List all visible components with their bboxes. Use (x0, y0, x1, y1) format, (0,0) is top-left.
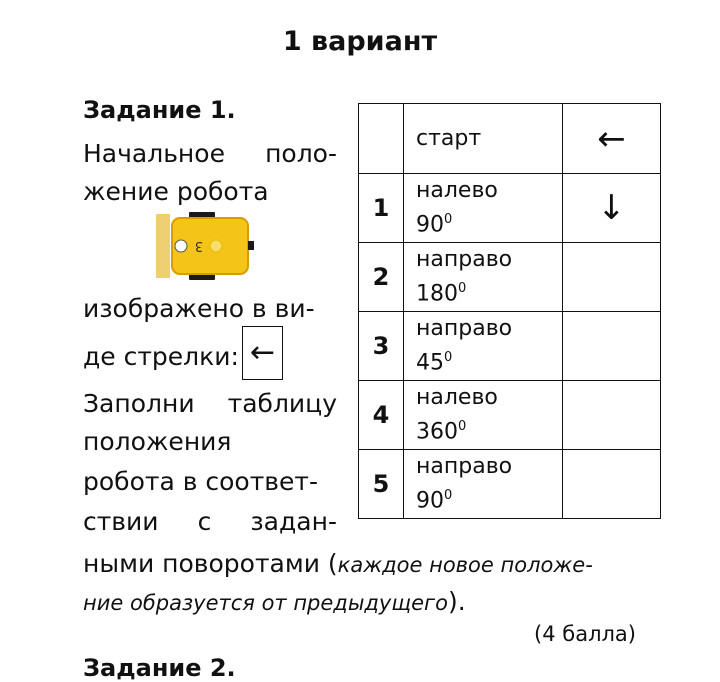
task-line-8 (83, 503, 337, 541)
table-cell-empty (359, 104, 404, 174)
task-text: ). (447, 587, 466, 616)
task-word: поло- (265, 139, 337, 168)
robot-sensor (175, 240, 187, 252)
degree-sup: 0 (458, 281, 467, 297)
task-note: каждое новое положе- (337, 553, 593, 577)
task-word: робота в соответ- (83, 467, 318, 496)
table-cell-answer[interactable] (563, 243, 661, 312)
table-cell-action (404, 450, 563, 519)
table-cell-start: старт (404, 104, 563, 174)
task-word: ствии (83, 507, 159, 536)
action-direction: направо (416, 247, 513, 273)
table-row (359, 243, 661, 312)
table-cell-action (404, 381, 563, 450)
task-word: Заполни (83, 389, 195, 418)
robot-label: 3 (194, 238, 204, 253)
task-line-3 (83, 290, 337, 328)
table-row (359, 312, 661, 381)
task-text: ными поворотами ( (83, 549, 338, 578)
table-cell-answer[interactable] (563, 312, 661, 381)
robot-image (153, 210, 257, 282)
task-line-1 (83, 135, 337, 173)
table-cell-answer[interactable] (563, 381, 661, 450)
task-line-4 (83, 335, 337, 376)
task-word: с (197, 507, 212, 536)
table-cell-num: 2 (359, 243, 404, 312)
task-note: ние образуется от предыдущего (83, 591, 448, 615)
table-cell-action (404, 243, 563, 312)
degree-sup: 0 (444, 350, 453, 366)
action-degrees: 90 (416, 488, 444, 514)
table-row (359, 450, 661, 519)
score-label: (4 балла) (534, 622, 636, 646)
action-degrees: 45 (416, 350, 444, 376)
robot-tail (248, 241, 254, 250)
table-cell-start-arrow (563, 104, 661, 174)
task-line-5 (83, 385, 337, 423)
table-cell-answer[interactable] (563, 450, 661, 519)
degree-sup: 0 (444, 488, 453, 504)
task-word: изображено в ви- (83, 294, 315, 323)
action-direction: направо (416, 316, 513, 342)
action-degrees: 180 (416, 281, 458, 307)
action-degrees: 90 (416, 212, 444, 238)
table-cell-action (404, 174, 563, 243)
left-arrow-icon: ← (597, 118, 626, 159)
degree-sup: 0 (444, 212, 453, 228)
task-word: Начальное (83, 139, 225, 168)
task-line-10 (83, 583, 466, 622)
table-row (359, 174, 661, 243)
page-title: 1 вариант (282, 26, 438, 57)
action-degrees: 360 (416, 419, 458, 445)
table-cell-num: 3 (359, 312, 404, 381)
table-cell-num: 5 (359, 450, 404, 519)
table-cell-num: 4 (359, 381, 404, 450)
task-word: таблицу (227, 389, 337, 418)
action-direction: направо (416, 454, 513, 480)
task-word: положения (83, 427, 232, 456)
degree-sup: 0 (458, 419, 467, 435)
task-line-6 (83, 423, 337, 461)
robot-light (210, 240, 222, 252)
task-line-2 (83, 173, 337, 211)
task-line-7 (83, 463, 337, 501)
table-row (359, 381, 661, 450)
table-cell-action (404, 312, 563, 381)
action-direction: налево (416, 385, 498, 411)
table-row-start (359, 104, 661, 174)
table-cell-answer[interactable] (563, 174, 661, 243)
robot-shadow (156, 214, 170, 278)
moves-table (358, 103, 661, 519)
left-arrow-icon: ← (249, 335, 276, 370)
task-line-9 (83, 545, 593, 584)
task-word: задан- (250, 507, 337, 536)
inline-arrow-box (242, 326, 283, 380)
next-task-heading: Задание 2. (83, 654, 236, 682)
action-direction: налево (416, 178, 498, 204)
down-arrow-icon: ↓ (597, 188, 626, 228)
task-word: де стрелки: (83, 342, 239, 371)
task-word: жение робота (83, 177, 269, 206)
table-cell-num: 1 (359, 174, 404, 243)
task-heading: Задание 1. (83, 96, 236, 124)
